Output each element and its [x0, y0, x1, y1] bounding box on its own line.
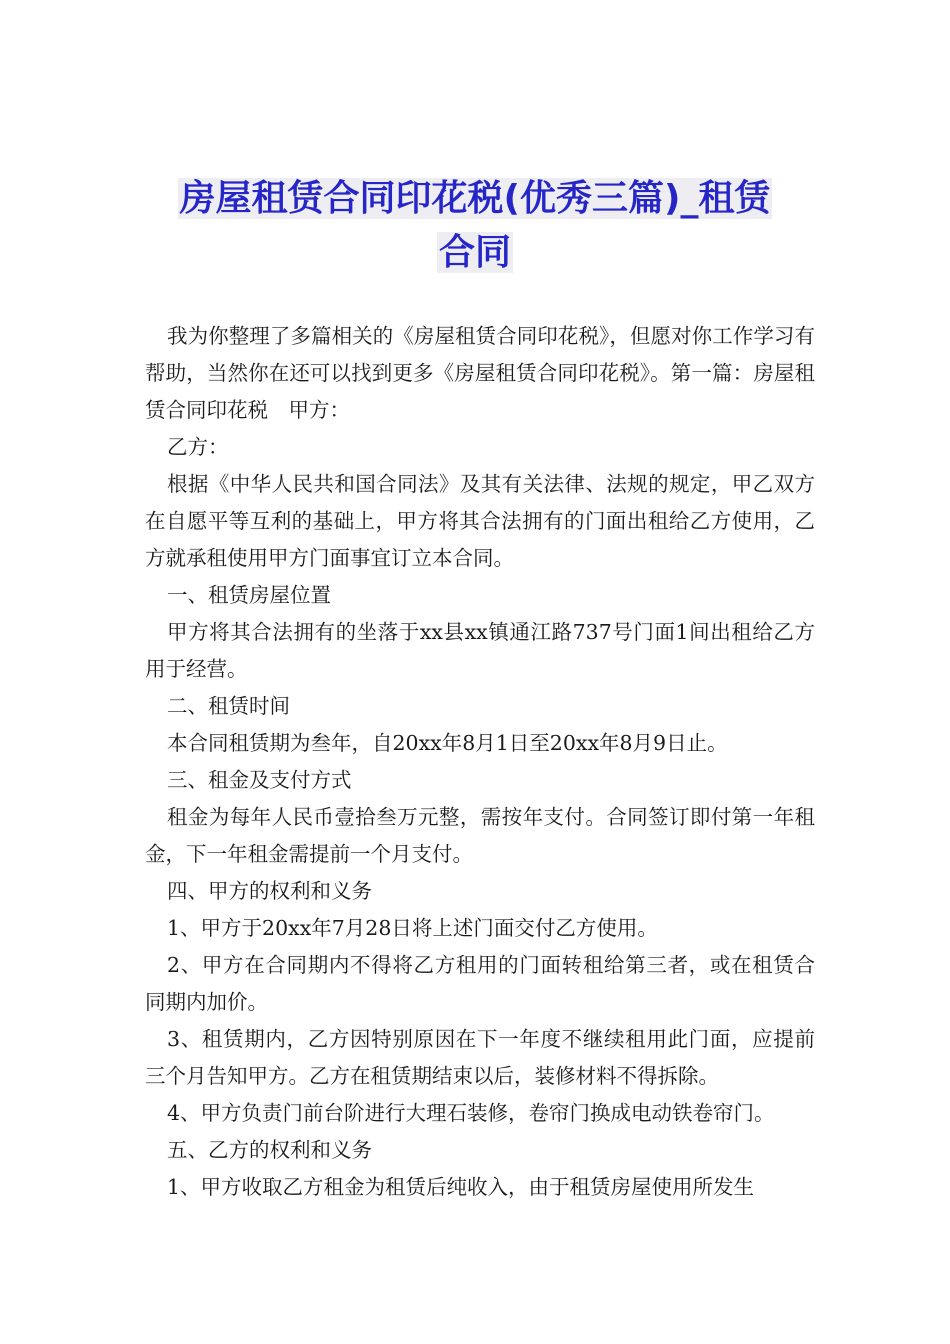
section-heading-term: 二、租赁时间	[167, 694, 290, 718]
section-heading-party-b-rights: 五、乙方的权利和义务	[167, 1138, 372, 1162]
paragraph-term: 本合同租赁期为叁年，自20xx年8月1日至20xx年8月9日止。	[167, 731, 728, 755]
paragraph-rent: 租金为每年人民币壹拾叁万元整，需按年支付。合同签订即付第一年租金，下一年租金需提前一个月支付。	[145, 805, 815, 866]
document-body	[145, 318, 815, 1206]
paragraph-party-b-1: 1、甲方收取乙方租金为租赁后纯收入，由于租赁房屋使用所发生	[167, 1175, 755, 1199]
paragraph-party-a-1: 1、甲方于20xx年7月28日将上述门面交付乙方使用。	[167, 916, 658, 940]
paragraph-party-a-3: 3、租赁期内，乙方因特别原因在下一年度不继续租用此门面，应提前三个月告知甲方。乙方在租赁期结束以后，装修材料不得拆除。	[145, 1027, 815, 1088]
paragraph-party-a-4: 4、甲方负责门前台阶进行大理石装修，卷帘门换成电动铁卷帘门。	[167, 1101, 775, 1125]
section-heading-location: 一、租赁房屋位置	[167, 583, 331, 607]
section-heading-rent: 三、租金及支付方式	[167, 768, 352, 792]
section-heading-party-a-rights: 四、甲方的权利和义务	[167, 879, 372, 903]
document-title	[140, 172, 810, 280]
title-line-1: 房屋租赁合同印花税(优秀三篇)_租赁	[179, 178, 771, 219]
title-line-2: 合同	[438, 232, 511, 273]
paragraph-party-a-2: 2、甲方在合同期内不得将乙方租用的门面转租给第三者，或在租赁合同期内加价。	[145, 953, 815, 1014]
paragraph-basis: 根据《中华人民共和国合同法》及其有关法律、法规的规定，甲乙双方在自愿平等互利的基础上，甲方将其合法拥有的门面出租给乙方使用，乙方就承租使用甲方门面事宜订立本合同。	[145, 472, 815, 570]
paragraph-intro: 我为你整理了多篇相关的《房屋租赁合同印花税》，但愿对你工作学习有帮助，当然你在还可以找到更多《房屋租赁合同印花税》。第一篇：房屋租赁合同印花税 甲方：	[145, 324, 815, 422]
paragraph-location: 甲方将其合法拥有的坐落于xx县xx镇通江路737号门面1间出租给乙方用于经营。	[145, 620, 815, 681]
paragraph-party-b: 乙方：	[167, 435, 229, 459]
